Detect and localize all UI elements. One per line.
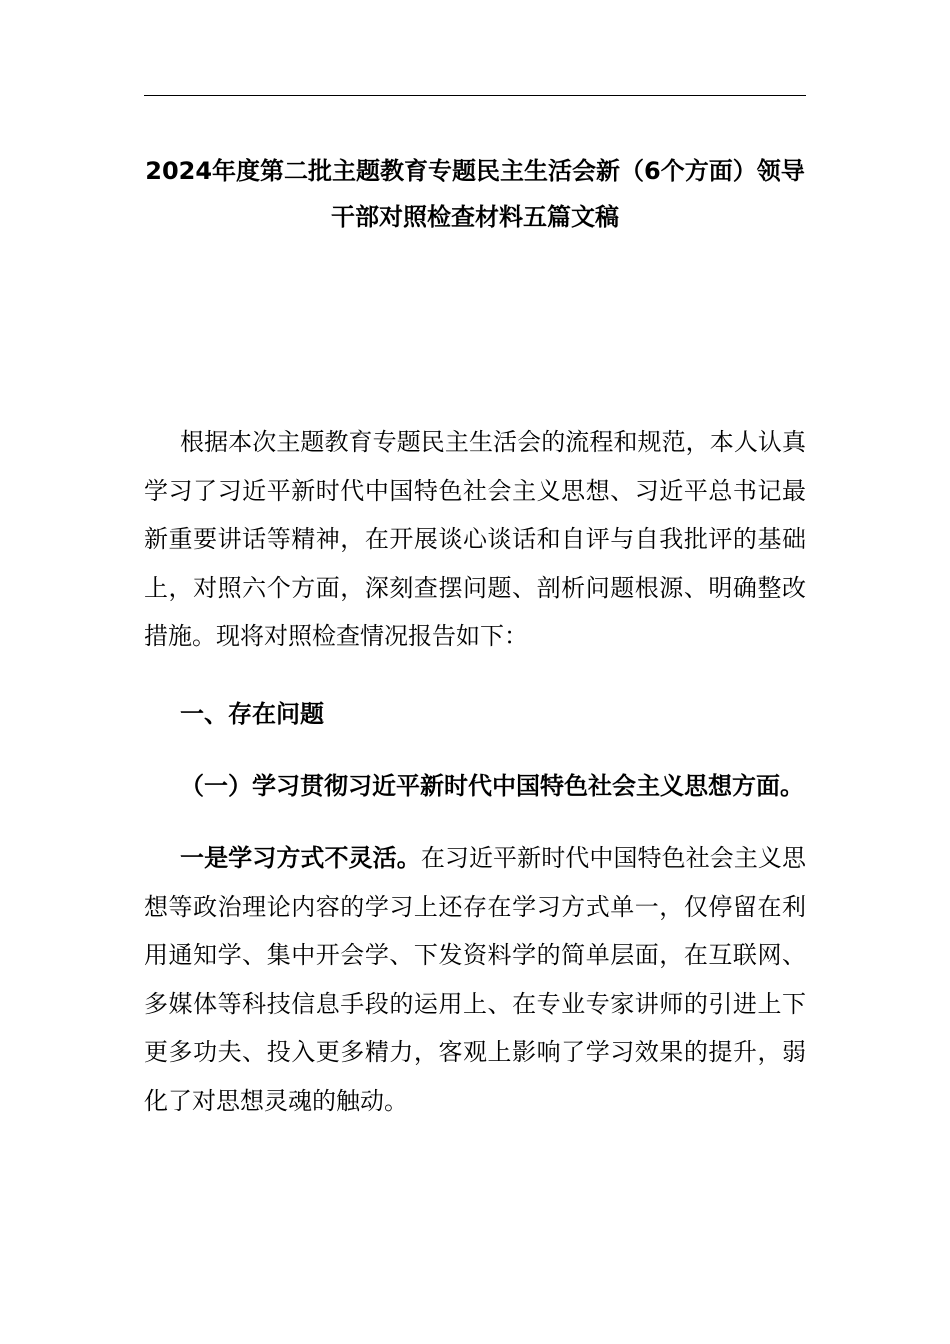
point-lead: 一是学习方式不灵活。 <box>180 844 421 872</box>
intro-paragraph: 根据本次主题教育专题民主生活会的流程和规范，本人认真学习了习近平新时代中国特色社会主义思想、习近平总书记最新重要讲话等精神，在开展谈心谈话和自评与自我批评的基础上，对照六个方面，深刻查摆问题、剖析问题根源、明确整改措施。现将对照检查情况报告如下： <box>144 428 806 651</box>
document-title: 2024年度第二批主题教育专题民主生活会新（6个方面）领导干部对照检查材料五篇文稿 <box>145 157 805 231</box>
point-paragraph <box>144 834 806 1126</box>
point-text: 在习近平新时代中国特色社会主义思想等政治理论内容的学习上还存在学习方式单一，仅停留在利用通知学、集中开会学、下发资料学的简单层面，在互联网、多媒体等科技信息手段的运用上、在专业专家讲师的引进上下更多功夫、投入更多精力，客观上影响了学习效果的提升，弱化了对思想灵魂的触动。 <box>144 844 807 1115</box>
subsection-heading-study: （一）学习贯彻习近平新时代中国特色社会主义思想方面。 <box>180 772 804 800</box>
header-rule <box>144 95 806 96</box>
section-heading-problems: 一、存在问题 <box>180 700 324 728</box>
